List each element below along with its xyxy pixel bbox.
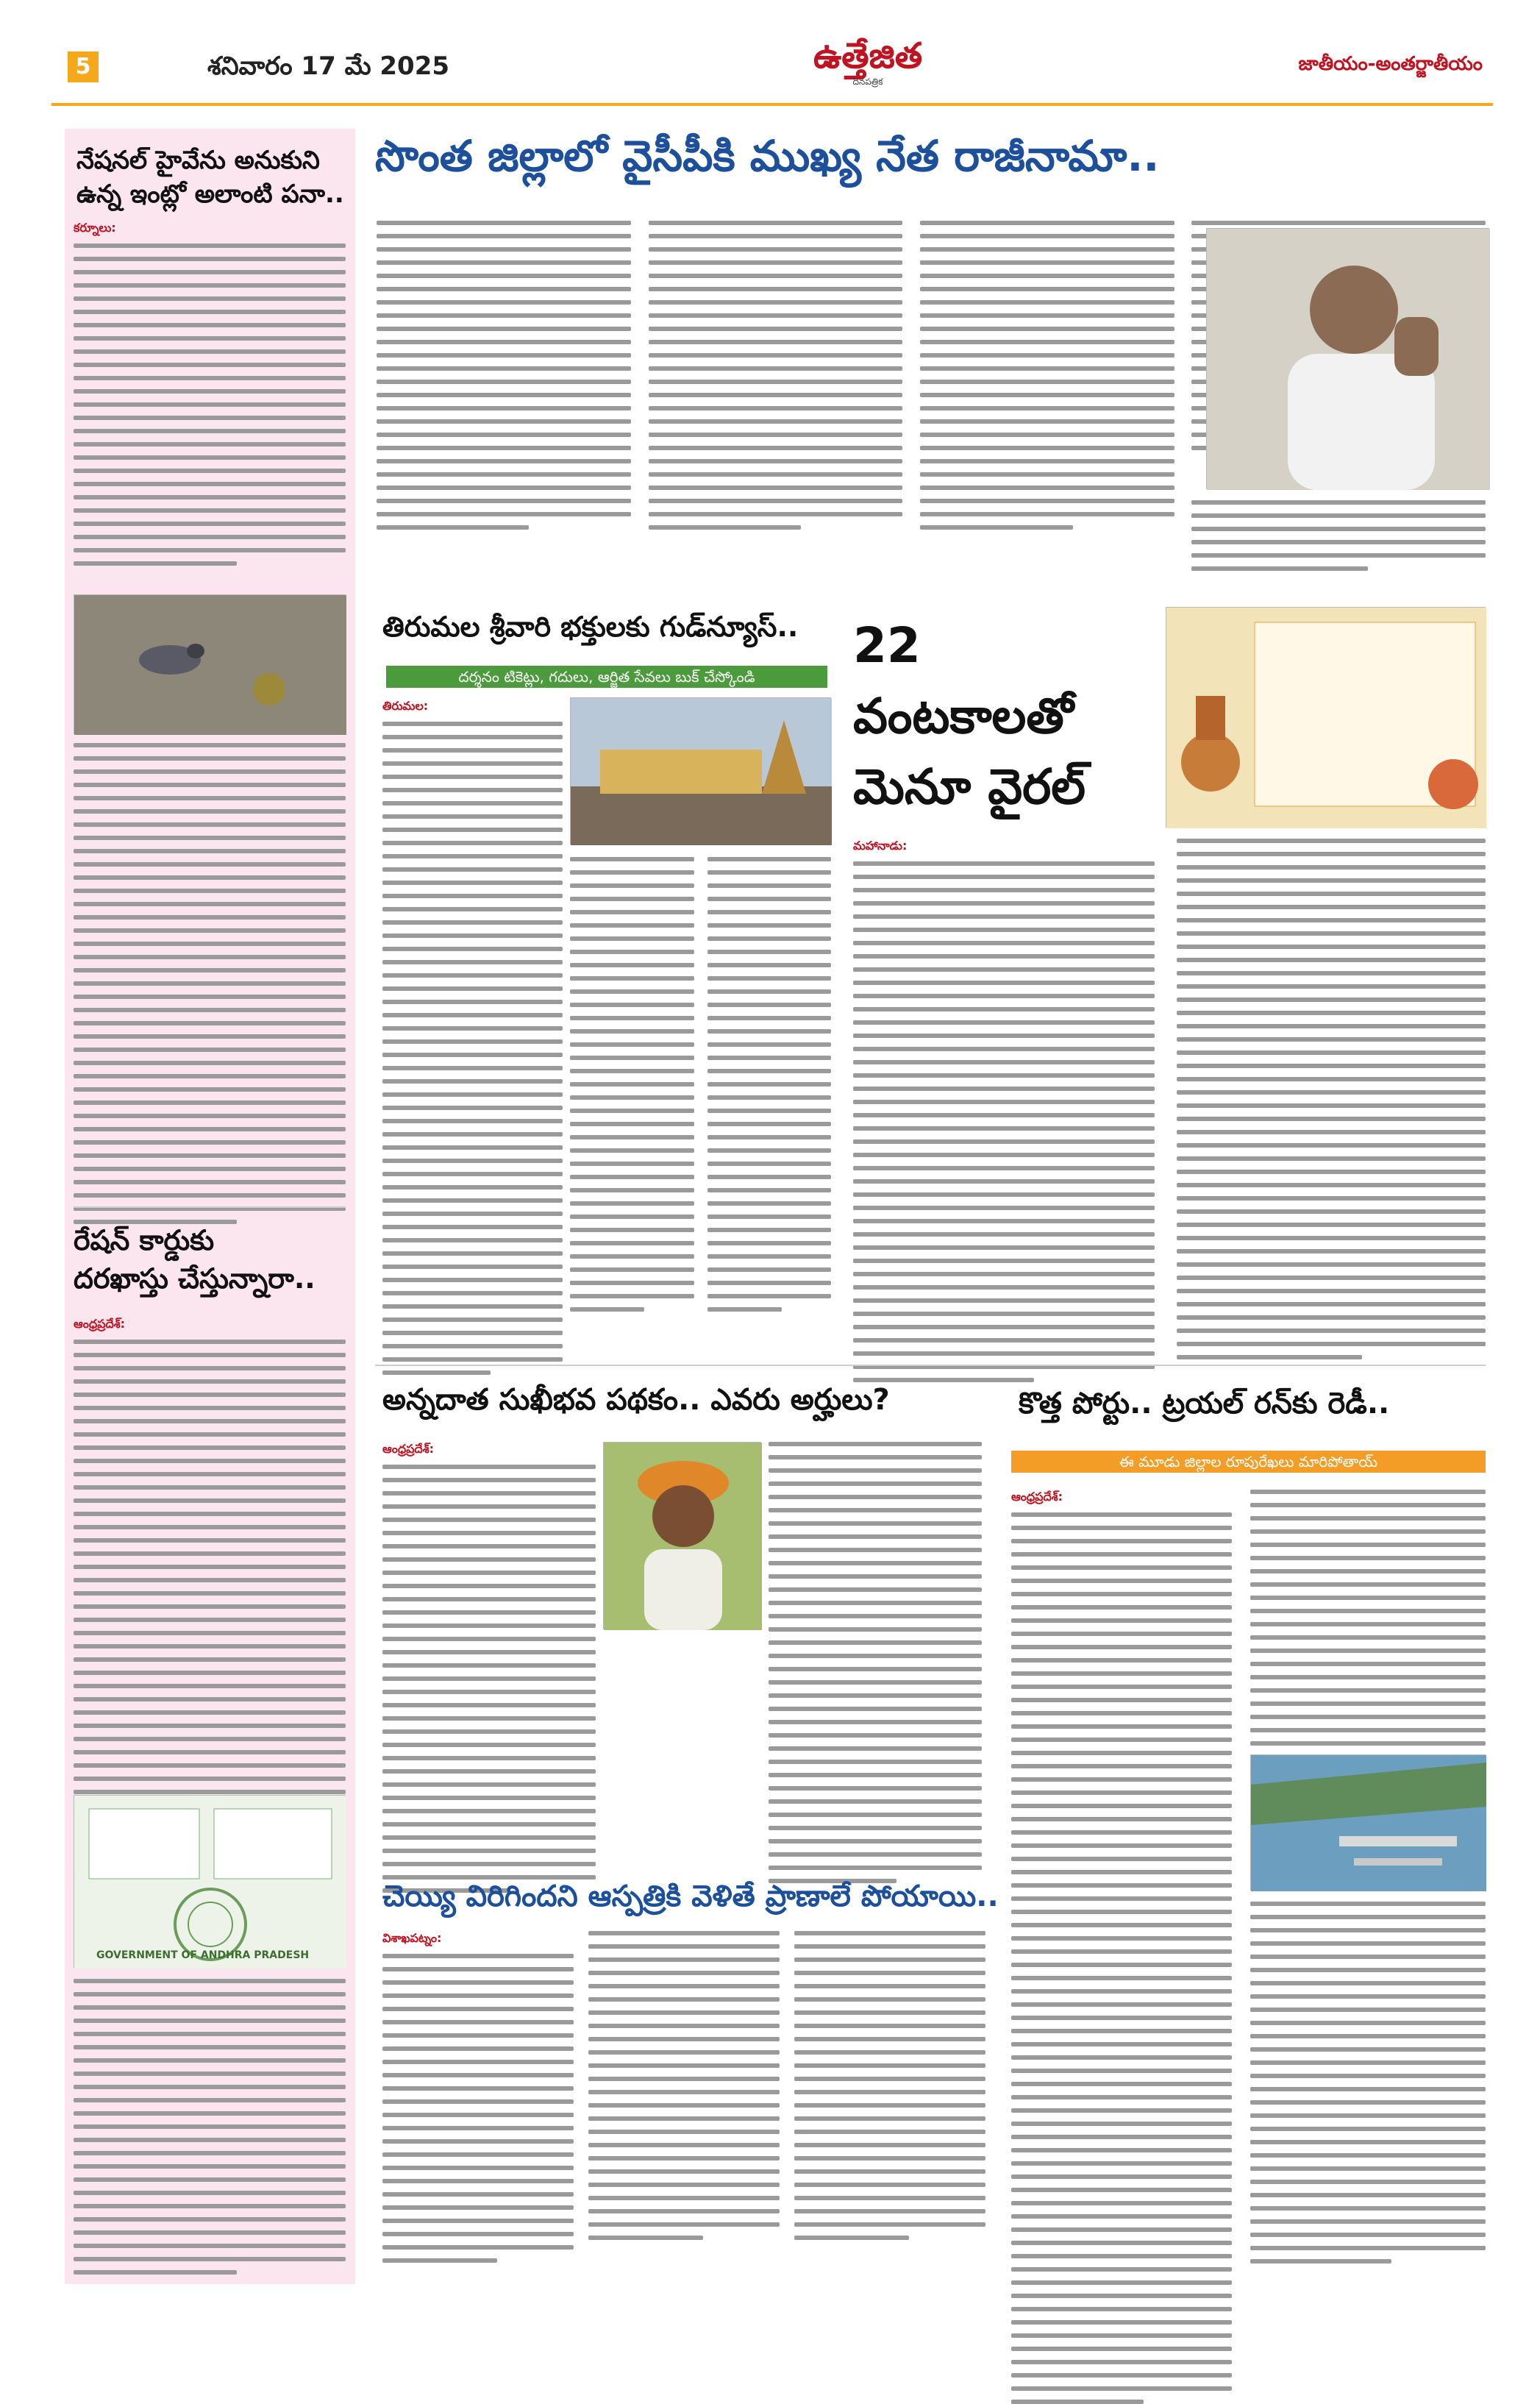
logo-subtitle: దినపత్రిక xyxy=(852,77,883,87)
annadata-body-col1 xyxy=(382,1442,596,1868)
temple-illustration xyxy=(571,698,832,845)
jagan-photo xyxy=(1206,228,1489,489)
menu-headline-line1: 22 వంటకాలతో xyxy=(853,617,1074,744)
port-aerial-photo xyxy=(1250,1754,1486,1891)
newspaper-logo xyxy=(787,35,949,99)
menu-photo xyxy=(1166,607,1486,828)
page-number: 5 xyxy=(68,51,99,82)
highway-headline-line2: ఉన్న ఇంట్లో అలాంటి పనా.. xyxy=(76,179,344,209)
highway-dateline: కర్నూలు: xyxy=(74,221,116,235)
left-divider xyxy=(74,1206,346,1208)
ration-headline-line2: దరఖాస్తు చేస్తున్నారా.. xyxy=(74,1262,316,1295)
ration-body-cont xyxy=(74,1979,346,2273)
hospital-headline: చెయ్యి విరిగిందని ఆస్పత్రికి వెళితే ప్రాణాలే పోయాయి.. xyxy=(382,1880,999,1913)
port-subhead: ఈ మూడు జిల్లాల రూపురేఖలు మారిపోతాయ్ xyxy=(1011,1451,1486,1473)
tirumala-temple-photo xyxy=(570,697,831,844)
annadata-body-col2 xyxy=(769,1442,982,1868)
tirumala-subhead: దర్శనం టికెట్లు, గదులు, ఆర్జిత సేవలు బుక్ చేస్కోండి xyxy=(386,666,827,688)
tirumala-headline: తిరుమల శ్రీవారి భక్తులకు గుడ్‌న్యూస్.. xyxy=(382,611,799,643)
highway-headline xyxy=(76,143,349,211)
hospital-body-col2 xyxy=(588,1931,780,2269)
menu-dateline: మహానాడు: xyxy=(853,839,908,853)
farmer-illustration xyxy=(604,1443,762,1630)
issue-date: శనివారం 17 మే 2025 xyxy=(207,51,450,81)
port-body-col3 xyxy=(1250,1902,1486,2269)
port-dateline: ఆంధ్రప్రదేశ్: xyxy=(1011,1490,1063,1504)
port-illustration xyxy=(1251,1755,1486,1891)
annadata-headline: అన్నదాత సుఖీభవ పథకం.. ఎవరు అర్హులు? xyxy=(382,1383,890,1417)
highway-body-cont xyxy=(74,743,346,1199)
ration-card-caption: GOVERNMENT OF ANDHRA PRADESH xyxy=(96,1949,310,1961)
menu-headline-line2: మెనూ వైరల్ xyxy=(853,758,1086,815)
hospital-body-col3 xyxy=(794,1931,985,2269)
tirumala-dateline: తిరుమల: xyxy=(382,699,429,713)
jagan-caption xyxy=(1191,500,1486,596)
ration-headline-line1: రేషన్ కార్డుకు xyxy=(74,1224,215,1256)
logo-text: ఉత్తేజిత xyxy=(813,35,923,77)
header-rule xyxy=(51,103,1493,106)
ration-card-photo xyxy=(74,1795,346,1968)
annadata-dateline: ఆంధ్రప్రదేశ్: xyxy=(382,1442,435,1456)
ration-body xyxy=(74,1317,346,1788)
hospital-dateline: విశాఖపట్నం: xyxy=(382,1931,442,1945)
tirumala-body-col2 xyxy=(570,857,831,1343)
jagan-photo-illustration xyxy=(1207,229,1490,490)
menu-body-col1 xyxy=(853,839,1155,1339)
pigeon-photo xyxy=(74,594,346,734)
ysrcp-headline: సొంత జిల్లాలో వైసీపీకి ముఖ్య నేత రాజీనామా.. xyxy=(375,131,1160,181)
hospital-body-col1 xyxy=(382,1931,574,2269)
menu-body-col2 xyxy=(1177,839,1486,1339)
ysrcp-body xyxy=(377,221,1174,581)
port-body-col1 xyxy=(1011,1490,1232,2262)
mid-divider xyxy=(375,1365,1486,1366)
ration-headline xyxy=(74,1221,349,1298)
pigeon-photo-illustration xyxy=(74,595,346,735)
menu-headline xyxy=(853,611,1155,817)
highway-body xyxy=(74,221,346,588)
highway-headline-line1: నేషనల్ హైవేను అనుకుని xyxy=(76,146,320,175)
ration-dateline: ఆంధ్రప్రదేశ్: xyxy=(74,1317,126,1331)
tirumala-body-col1 xyxy=(382,699,563,1339)
ration-card-illustration xyxy=(74,1796,346,1969)
port-headline: కొత్త పోర్టు.. ట్రయల్ రన్‌కు రెడీ.. xyxy=(1019,1387,1390,1420)
menu-card-illustration xyxy=(1166,608,1486,828)
section-label: జాతీయం-అంతర్జాతీయం xyxy=(1298,53,1483,75)
farmer-photo xyxy=(603,1442,761,1629)
